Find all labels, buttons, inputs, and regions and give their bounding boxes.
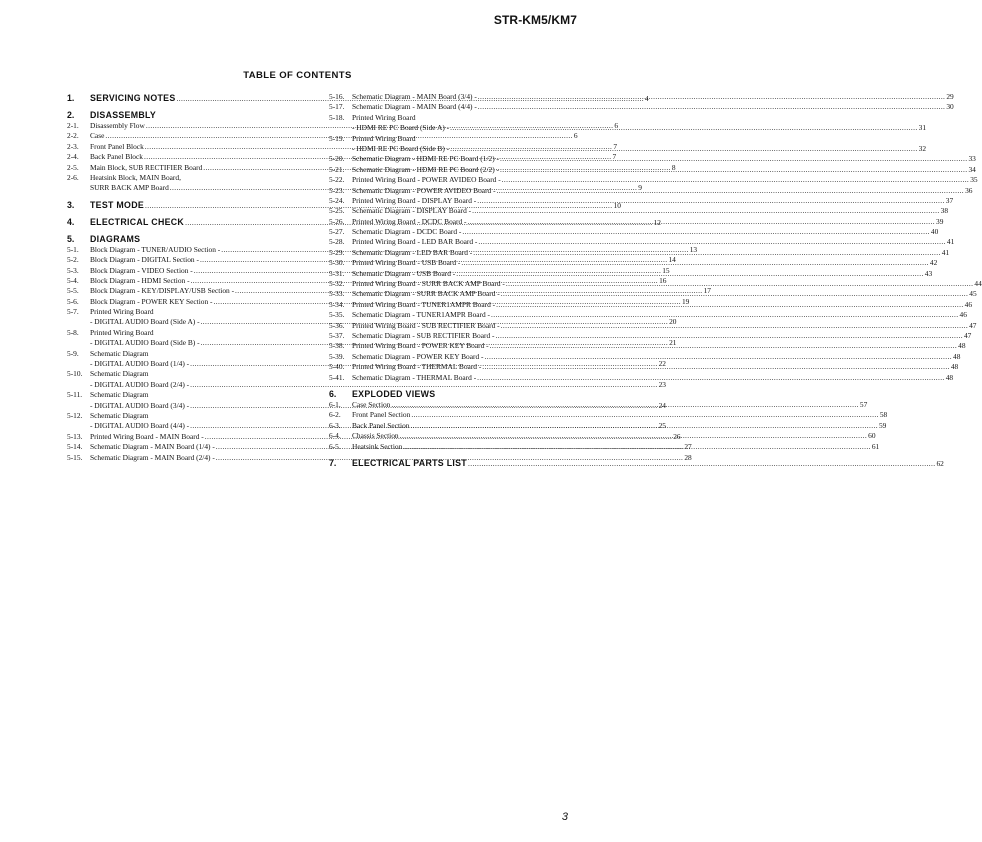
- toc-page-number: 42: [929, 258, 938, 268]
- toc-entry-title: Schematic Diagram - TUNER1AMPR Board -: [352, 310, 491, 320]
- toc-entry-title: Heatsink Section: [352, 441, 403, 451]
- toc-entry-title: Back Panel Block: [90, 152, 143, 162]
- toc-page-number: 30: [946, 102, 954, 112]
- toc-page-number: 47: [969, 320, 977, 330]
- toc-dot-leader: [468, 217, 936, 227]
- toc-dot-leader: [403, 442, 871, 452]
- toc-entry-number: 5-13.: [67, 431, 83, 441]
- toc-entry: [67, 307, 303, 317]
- toc-entry-title: Schematic Diagram - MAIN Board (3/4) -: [352, 92, 477, 101]
- toc-entry-number: 5-12.: [67, 410, 83, 420]
- toc-entry-title: - DIGITAL AUDIO Board (Side B) -: [90, 338, 200, 348]
- toc-entry: [329, 227, 939, 237]
- toc-entry-title: Back Panel Section: [352, 420, 410, 430]
- toc-entry-number: 6-2.: [329, 410, 341, 420]
- toc-entry-number: 2.: [67, 110, 75, 120]
- toc-page-number: 12: [653, 217, 661, 227]
- toc-entry-title: Printed Wiring Board - SURR BACK AMP Board -: [352, 279, 505, 289]
- toc-page-number: 43: [924, 268, 933, 278]
- toc-entry-title: Printed Wiring Board: [352, 112, 416, 122]
- toc-page-number: 48: [953, 351, 961, 361]
- toc-entry-title: Printed Wiring Board - POWER KEY Board -: [352, 341, 489, 351]
- toc-entry-title: Case: [90, 131, 105, 141]
- toc-entry-number: 6-4.: [329, 431, 341, 441]
- toc-entry: [67, 390, 303, 400]
- toc-entry: [67, 328, 303, 338]
- toc-page-number: 47: [963, 330, 972, 340]
- toc-page-number: 20: [669, 317, 677, 327]
- toc-entry-title: Schematic Diagram - MAIN Board (4/4) -: [352, 102, 477, 112]
- toc-entry-title: DISASSEMBLY: [90, 110, 157, 120]
- toc-page-number: 10: [613, 200, 621, 210]
- toc-dot-leader: [411, 410, 879, 420]
- toc-entry-number: 5-18.: [329, 112, 345, 122]
- toc-dot-leader: [468, 458, 936, 470]
- toc-entry-number: 5-2.: [67, 255, 79, 265]
- toc-page-number: 8: [671, 162, 676, 172]
- toc-entry-title: Disassembly Flow: [90, 121, 145, 130]
- toc-entry-number: 5.: [67, 233, 75, 244]
- toc-entry-number: 5-38.: [329, 341, 345, 351]
- toc-entry: [67, 173, 303, 183]
- toc-entry: [329, 185, 973, 196]
- toc-page-number: 23: [658, 379, 666, 389]
- toc-page-number: 16: [659, 275, 667, 285]
- toc-dot-leader: [501, 321, 969, 331]
- toc-entry-number: 5-14.: [67, 442, 83, 452]
- toc-dot-leader: [495, 331, 963, 341]
- toc-entry-number: 5-24.: [329, 195, 345, 205]
- toc-entry-number: 5-15.: [67, 452, 83, 462]
- toc-dot-leader: [478, 92, 946, 102]
- toc-page-number: 59: [878, 420, 887, 430]
- toc-entry-title: ELECTRICAL CHECK: [90, 216, 185, 227]
- toc-entry-number: 6-3.: [329, 420, 341, 430]
- toc-entry: [329, 410, 888, 420]
- toc-page-number: 41: [941, 247, 950, 257]
- toc-page-number: 6: [573, 131, 578, 141]
- toc-page-number: 45: [969, 289, 977, 299]
- toc-entry-title: Chassis Section: [352, 431, 399, 441]
- toc-dot-leader: [496, 300, 964, 310]
- toc-page-number: 48: [958, 341, 966, 351]
- toc-entry-number: 5-39.: [329, 351, 345, 361]
- toc-page-number: 22: [658, 359, 666, 369]
- toc-entry-number: 5-40.: [329, 362, 345, 372]
- toc-dot-leader: [456, 269, 924, 279]
- toc-entry-number: 5-31.: [329, 268, 345, 278]
- toc-page-number: 9: [638, 183, 642, 193]
- toc-entry-number: 5-41.: [329, 372, 345, 382]
- toc-page-number: 62: [936, 458, 944, 468]
- toc-entry: [329, 164, 976, 175]
- toc-entry: [67, 411, 303, 421]
- toc-page-number: 58: [879, 410, 888, 420]
- toc-entry-title: Schematic Diagram - USB Board -: [352, 268, 456, 278]
- toc-entry-number: 5-1.: [67, 244, 79, 254]
- toc-page-number: 60: [868, 431, 876, 441]
- toc-entry-title: Printed Wiring Board - USB Board -: [352, 258, 461, 268]
- toc-entry-title: Printed Wiring Board - SUB RECTIFIER Board -: [352, 320, 500, 330]
- toc-dot-leader: [482, 362, 950, 372]
- toc-entry-number: 5-10.: [67, 369, 83, 379]
- toc-entry-title: Printed Wiring Board - LED BAR Board -: [352, 237, 478, 247]
- toc-entry-title: Schematic Diagram: [90, 369, 149, 379]
- toc-page-number: 40: [930, 227, 939, 237]
- toc-page-number: 46: [959, 310, 967, 320]
- toc-entry-title: Schematic Diagram: [90, 390, 149, 400]
- toc-page-number: 13: [689, 244, 698, 254]
- toc-entry-number: 5-6.: [67, 296, 79, 306]
- toc-section-heading: [67, 233, 303, 245]
- toc-entry-title: Printed Wiring Board - POWER AVIDEO Board -: [352, 175, 501, 185]
- toc-page-number: 29: [946, 92, 954, 101]
- toc-entry-title: Printed Wiring Board - THERMAL Board -: [352, 362, 482, 372]
- toc-page-number: 41: [946, 237, 955, 247]
- toc-entry-title: Printed Wiring Board - DCDC Board -: [352, 216, 467, 226]
- toc-entry: [329, 134, 565, 144]
- toc-entry-title: Block Diagram - VIDEO Section -: [90, 265, 193, 275]
- toc-entry-title: Block Diagram - DIGITAL Section -: [90, 255, 199, 265]
- toc-dot-leader: [410, 421, 878, 431]
- toc-entry-title: Schematic Diagram - HDMI RE PC Board (1/2) -: [352, 154, 499, 164]
- toc-page-number: 21: [669, 338, 677, 348]
- toc-page-number: 7: [613, 141, 618, 151]
- toc-entry-title: Front Panel Block: [90, 141, 144, 151]
- toc-entry-title: Schematic Diagram - SUB RECTIFIER Board -: [352, 330, 495, 340]
- toc-entry: [329, 372, 954, 383]
- toc-page-number: 61: [871, 441, 880, 451]
- toc-entry: [329, 330, 972, 341]
- toc-page-number: 39: [936, 216, 944, 226]
- toc-entry: [67, 379, 666, 390]
- toc-dot-leader: [501, 289, 969, 299]
- toc-dot-leader: [477, 373, 945, 383]
- toc-page-number: 32: [918, 143, 927, 153]
- toc-entry-title: SERVICING NOTES: [90, 93, 176, 103]
- toc-page-number: 19: [681, 296, 690, 306]
- toc-entry-title: - DIGITAL AUDIO Board (Side A) -: [90, 317, 200, 327]
- toc-dot-leader: [450, 141, 918, 154]
- toc-entry-number: 5-35.: [329, 310, 345, 320]
- toc-entry-number: 5-33.: [329, 289, 345, 299]
- toc-entry-number: 2-2.: [67, 131, 79, 141]
- toc-page-number: 37: [945, 195, 954, 205]
- toc-entry-title: Case Section: [352, 399, 391, 409]
- toc-entry: [67, 349, 303, 359]
- toc-dot-leader: [490, 341, 958, 351]
- toc-dot-leader: [502, 175, 970, 185]
- toc-entry: [329, 175, 978, 185]
- toc-dot-leader: [473, 248, 941, 258]
- toc-page-number: 57: [859, 399, 868, 409]
- toc-entry: [329, 154, 976, 164]
- toc-entry-number: 5-32.: [329, 279, 345, 289]
- toc-page-number: 31: [918, 123, 927, 133]
- toc-entry-number: 5-16.: [329, 92, 345, 101]
- toc-entry-number: 5-36.: [329, 320, 345, 330]
- toc-entry-number: 5-21.: [329, 164, 345, 174]
- toc-entry-title: Schematic Diagram - DISPLAY Board -: [352, 206, 472, 216]
- toc-entry-title: Printed Wiring Board: [90, 307, 154, 317]
- toc-entry-number: 5-8.: [67, 327, 79, 337]
- toc-entry-title: SURR BACK AMP Board: [90, 183, 169, 193]
- toc-entry-title: Schematic Diagram - DCDC Board -: [352, 227, 462, 237]
- toc-entry-number: 5-9.: [67, 348, 79, 358]
- toc-page-number: 36: [965, 185, 973, 195]
- toc-page-number: 34: [968, 164, 976, 174]
- toc-entry-number: 6-5.: [329, 441, 341, 451]
- toc-dot-leader: [478, 237, 946, 247]
- toc-entry: [329, 102, 954, 112]
- toc-entry-title: Block Diagram - HDMI Section -: [90, 275, 190, 285]
- toc-entry-number: 5-37.: [329, 330, 345, 340]
- toc-page-number: 6: [614, 121, 619, 130]
- toc-page-number: 7: [612, 152, 617, 162]
- toc-entry-title: Front Panel Section: [352, 410, 411, 420]
- toc-entry-title: Schematic Diagram: [90, 348, 149, 358]
- toc-dot-leader: [477, 196, 945, 206]
- toc-entry: [329, 310, 967, 320]
- toc-page-number: 15: [662, 265, 670, 275]
- toc-dot-leader: [497, 186, 965, 196]
- toc-page-number: 14: [668, 255, 676, 265]
- toc-entry-title: Schematic Diagram - MAIN Board (2/4) -: [90, 452, 215, 462]
- toc-dot-leader: [461, 258, 929, 268]
- toc-dot-leader: [500, 162, 968, 175]
- toc-entry: [329, 143, 927, 154]
- toc-entry-number: 5-25.: [329, 206, 345, 216]
- toc-entry-title: Schematic Diagram - THERMAL Board -: [352, 372, 477, 382]
- toc-entry-number: 5-28.: [329, 237, 345, 247]
- toc-entry-number: 5-22.: [329, 175, 345, 185]
- toc-entry: [67, 369, 303, 379]
- toc-page-number: 33: [968, 154, 976, 164]
- toc-entry-title: Printed Wiring Board - DISPLAY Board -: [352, 195, 477, 205]
- toc-page-number: 24: [658, 400, 666, 410]
- toc-entry-number: 2-3.: [67, 141, 79, 151]
- toc-entry-title: - DIGITAL AUDIO Board (4/4) -: [90, 421, 190, 431]
- toc-page-number: 38: [940, 206, 949, 216]
- toc-entry-title: - HDMI RE PC Board (Side A) -: [352, 123, 450, 133]
- toc-entry: [329, 113, 565, 123]
- toc-entry-number: 5-17.: [329, 102, 345, 112]
- toc-entry-title: Schematic Diagram - SURR BACK AMP Board -: [352, 289, 500, 299]
- toc-dot-leader: [506, 279, 974, 289]
- toc-page-number: 26: [673, 431, 681, 441]
- toc-entry-title: Printed Wiring Board: [90, 327, 154, 337]
- toc-entry-number: 7.: [329, 457, 337, 468]
- toc-entry-number: 5-4.: [67, 275, 79, 285]
- toc-entry-number: 4.: [67, 216, 75, 227]
- toc-entry-number: 5-27.: [329, 227, 345, 237]
- document-model-header: STR-KM5/KM7: [493, 13, 577, 27]
- toc-entry-title: Schematic Diagram - HDMI RE PC Board (2/2) -: [352, 164, 499, 174]
- toc-section-heading: [67, 109, 303, 121]
- toc-entry-title: EXPLODED VIEWS: [352, 388, 436, 399]
- toc-entry-number: 5-26.: [329, 216, 345, 226]
- toc-entry-number: 2-5.: [67, 162, 79, 172]
- toc-entry-number: 6.: [329, 388, 337, 399]
- toc-page-number: 27: [684, 442, 692, 452]
- toc-page-number: 48: [945, 372, 954, 382]
- toc-entry-title: DIAGRAMS: [90, 233, 141, 244]
- toc-entry-title: Block Diagram - TUNER/AUDIO Section -: [90, 244, 221, 254]
- toc-entry: [329, 206, 949, 216]
- toc-entry-title: Printed Wiring Board - MAIN Board -: [90, 431, 204, 441]
- toc-entry-title: Heatsink Block, MAIN Board,: [90, 172, 181, 182]
- toc-dot-leader: [472, 206, 940, 216]
- toc-page-number: 46: [964, 299, 973, 309]
- toc-entry: [329, 351, 961, 362]
- toc-entry-title: Printed Wiring Board: [352, 133, 416, 143]
- toc-title: TABLE OF CONTENTS: [243, 70, 352, 81]
- toc-entry-number: 5-19.: [329, 133, 345, 143]
- toc-entry-number: 2-6.: [67, 172, 79, 182]
- toc-entry-number: 5-3.: [67, 265, 79, 275]
- toc-dot-leader: [485, 352, 953, 362]
- toc-section-heading: [329, 388, 565, 400]
- toc-page-number: 44: [974, 279, 982, 289]
- toc-dot-leader: [500, 154, 968, 164]
- toc-page-number: 4: [645, 94, 649, 103]
- toc-entry-number: 5-7.: [67, 307, 79, 317]
- toc-entry-title: Schematic Diagram - POWER AVIDEO Board -: [352, 185, 496, 195]
- toc-entry-title: - DIGITAL AUDIO Board (3/4) -: [90, 400, 190, 410]
- toc-entry-number: 5-34.: [329, 299, 345, 309]
- toc-entry-number: 6-1.: [329, 399, 341, 409]
- toc-page-number: 35: [970, 175, 978, 185]
- toc-page-number: 17: [703, 286, 711, 296]
- toc-entry-number: 1.: [67, 93, 75, 103]
- toc-entry-number: 5-20.: [329, 154, 345, 164]
- toc-entry-title: - DIGITAL AUDIO Board (1/4) -: [90, 359, 190, 369]
- toc-entry-title: Schematic Diagram - MAIN Board (1/4) -: [90, 442, 215, 452]
- toc-entry-title: - DIGITAL AUDIO Board (2/4) -: [90, 379, 190, 389]
- toc-entry-number: 5-30.: [329, 258, 345, 268]
- toc-entry-title: Schematic Diagram - POWER KEY Board -: [352, 351, 484, 361]
- toc-entry-title: Printed Wiring Board - TUNER1AMPR Board -: [352, 299, 496, 309]
- toc-entry-title: ELECTRICAL PARTS LIST: [352, 457, 467, 468]
- toc-entry-title: TEST MODE: [90, 199, 145, 210]
- toc-dot-leader: [450, 123, 918, 133]
- toc-entry-number: 5-5.: [67, 286, 79, 296]
- toc-dot-leader: [400, 431, 868, 441]
- toc-entry-title: Schematic Diagram: [90, 410, 149, 420]
- toc-entry-number: 5-23.: [329, 185, 345, 195]
- toc-entry-title: Block Diagram - POWER KEY Section -: [90, 296, 213, 306]
- toc-page-number: 48: [950, 362, 959, 372]
- toc-dot-leader: [462, 227, 930, 237]
- toc-page-number: 28: [684, 452, 692, 462]
- toc-entry-number: 5-29.: [329, 247, 345, 257]
- toc-entry-title: Block Diagram - KEY/DISPLAY/USB Section -: [90, 286, 235, 296]
- page-number: 3: [561, 811, 568, 823]
- toc-dot-leader: [478, 102, 946, 112]
- toc-entry-number: 2-1.: [67, 121, 79, 130]
- toc-entry-number: 2-4.: [67, 152, 79, 162]
- toc-entry: [329, 92, 954, 102]
- toc-entry-title: Schematic Diagram - LED BAR Board -: [352, 247, 473, 257]
- toc-entry-number: 5-11.: [67, 390, 83, 400]
- toc-entry: [329, 237, 955, 247]
- toc-page-number: 25: [658, 421, 666, 431]
- toc-entry-title: Main Block, SUB RECTIFIER Board: [90, 162, 203, 172]
- toc-dot-leader: [491, 310, 959, 320]
- toc-entry-number: 3.: [67, 199, 75, 210]
- toc-entry-title: - HDMI RE PC Board (Side B) -: [352, 143, 450, 153]
- toc-dot-leader: [391, 400, 859, 410]
- toc-entry: [329, 123, 927, 133]
